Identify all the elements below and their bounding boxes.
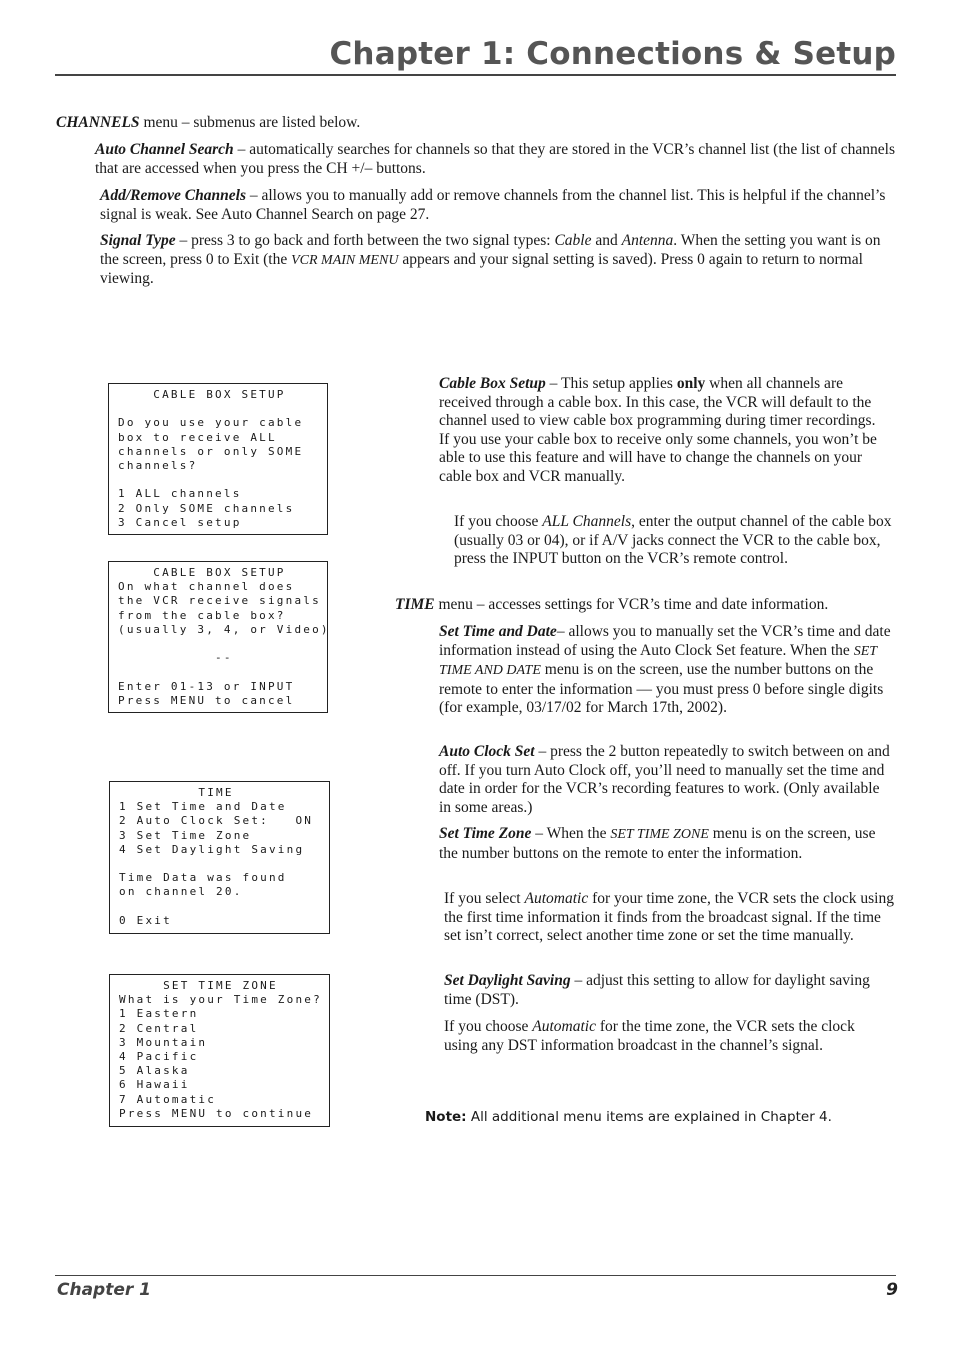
automatic-zone-paragraph — [444, 890, 900, 946]
page-title: Chapter 1: Connections & Setup — [329, 36, 896, 72]
cable-box-setup-text-2: when all channels are received through a cable box. In this case, the VCR will default to the channel used to view cable box programming during timer recordings. If you use your cable box to receive only some channels, you won’t be able to use this feature and will have to change the channels on your cable box and VCR manually. — [439, 375, 877, 485]
auto-clock-set-term: Auto Clock Set — [439, 743, 535, 760]
add-remove-channels-paragraph — [100, 187, 900, 224]
auto-channel-search-term: Auto Channel Search — [95, 141, 234, 158]
auto-clock-set-text: – press the 2 button repeatedly to switch between on and off. If you turn Auto Clock off, you’ll need to manually set the time and date in order for the VCR’s recording features to work. (Only available in some areas.) — [439, 743, 890, 816]
set-time-zone-text-1: – When the — [531, 825, 611, 842]
time-menu-text: menu – accesses settings for VCR’s time and date information. — [434, 596, 829, 613]
note — [425, 1109, 832, 1125]
signal-type-paragraph — [100, 232, 900, 289]
note-text: All additional menu items are explained in Chapter 4. — [466, 1109, 832, 1125]
time-menu-paragraph — [395, 596, 895, 615]
dst-paragraph — [444, 1018, 880, 1055]
all-channels-text-2: , enter the output channel of the cable box (usually 03 or 04), or if A/V jacks connect the VCR to the cable box, press the INPUT button on the VCR’s remote control. — [454, 513, 892, 567]
cable-box-setup-term: Cable Box Setup — [439, 375, 546, 392]
set-daylight-saving-text: – adjust this setting to allow for daylight saving time (DST). — [444, 972, 870, 1008]
set-time-zone-paragraph — [439, 825, 879, 863]
set-time-zone-screen: SET TIME ZONE What is your Time Zone? 1 Eastern 2 Central 3 Mountain 4 Pacific 5 Alaska 6 Hawaii 7 Automatic Press MENU to continue — [109, 974, 330, 1127]
set-time-and-date-text-1: – allows you to manually set the VCR’s time and date information instead of using the Auto Clock Set feature. When the — [439, 623, 891, 659]
add-remove-channels-text: – allows you to manually add or remove channels from the channel list. This is helpful if the channel’s signal is weak. See Auto Channel Search on page 27. — [100, 187, 886, 223]
signal-type-and: and — [591, 232, 622, 249]
page-number: 9 — [886, 1280, 898, 1300]
footer-chapter: Chapter 1 — [57, 1280, 152, 1300]
header-rule — [55, 74, 896, 76]
signal-type-term: Signal Type — [100, 232, 176, 249]
footer-rule — [55, 1275, 896, 1276]
auto-channel-search-text: – automatically searches for channels so that they are stored in the VCR’s channel list (the list of channels that are accessed when you press the CH +/– buttons. — [95, 141, 895, 177]
time-menu-screen: TIME 1 Set Time and Date 2 Auto Clock Set: ON 3 Set Time Zone 4 Set Daylight Saving Time Data was found on channel 20. 0 Exit — [109, 781, 330, 934]
cable-box-setup-screen-1: CABLE BOX SETUP Do you use your cable box to receive ALL channels or only SOME channels? 1 ALL channels 2 Only SOME channels 3 Cancel setup — [108, 383, 328, 535]
cable-box-only: only — [676, 375, 706, 392]
dst-text-1: If you choose — [444, 1018, 533, 1035]
set-time-zone-term: Set Time Zone — [439, 825, 532, 842]
all-channels-paragraph — [454, 513, 900, 569]
signal-type-text-1: – press 3 to go back and forth between the two signal types: — [175, 232, 555, 249]
signal-type-menu: VCR MAIN MENU — [291, 252, 399, 268]
cable-box-setup-text-1: – This setup applies — [545, 375, 677, 392]
set-time-and-date-paragraph — [439, 623, 895, 718]
automatic-zone-em: Automatic — [524, 890, 589, 907]
add-remove-channels-term: Add/Remove Channels — [100, 187, 246, 204]
set-time-and-date-text-2: menu is on the screen, use the number buttons on the remote to enter the information — you must press 0 before single digits (for example, 03/17/02 for March 17th, 2002). — [439, 661, 884, 716]
all-channels-text-1: If you choose — [454, 513, 543, 530]
channels-intro — [56, 114, 896, 133]
cable-box-setup-screen-2: CABLE BOX SETUP On what channel does the VCR receive signals from the cable box? (usually 3, 4, or Video) -- Enter 01-13 or INPUT Press MENU to cancel — [108, 561, 328, 713]
auto-channel-search-paragraph — [95, 141, 895, 178]
dst-em: Automatic — [532, 1018, 596, 1035]
automatic-zone-text-1: If you select — [444, 890, 525, 907]
set-time-zone-text-2: menu is on the screen, use the number buttons on the remote to enter the information. — [439, 825, 876, 862]
signal-type-text-3: appears and your signal setting is saved). Press 0 again to return to normal viewing. — [100, 250, 863, 287]
set-time-and-date-menu: SET TIME AND DATE — [439, 643, 877, 678]
auto-clock-set-paragraph — [439, 743, 895, 817]
signal-type-antenna: Antenna — [621, 232, 674, 249]
channels-intro-text: menu – submenus are listed below. — [139, 114, 361, 131]
dst-text-2: for the time zone, the VCR sets the clock using any DST information broadcast in the channel’s signal. — [444, 1018, 855, 1054]
automatic-zone-text-2: for your time zone, the VCR sets the clock using the first time information it finds from the broadcast signal. If the time set isn’t correct, select another time zone or set the time manually. — [444, 890, 894, 944]
note-label: Note: — [425, 1109, 467, 1125]
cable-box-setup-paragraph — [439, 375, 887, 486]
set-time-zone-menu: SET TIME ZONE — [610, 827, 709, 842]
all-channels-em: ALL Channels — [542, 513, 632, 530]
signal-type-text-2: . When the setting you want is on the screen, press 0 to Exit (the — [100, 232, 881, 268]
set-daylight-saving-term: Set Daylight Saving — [444, 972, 571, 989]
signal-type-cable: Cable — [554, 232, 592, 249]
time-menu-term: TIME — [395, 596, 435, 613]
set-time-and-date-term: Set Time and Date — [439, 623, 557, 640]
channels-term: CHANNELS — [56, 114, 140, 131]
set-daylight-saving-paragraph — [444, 972, 895, 1009]
